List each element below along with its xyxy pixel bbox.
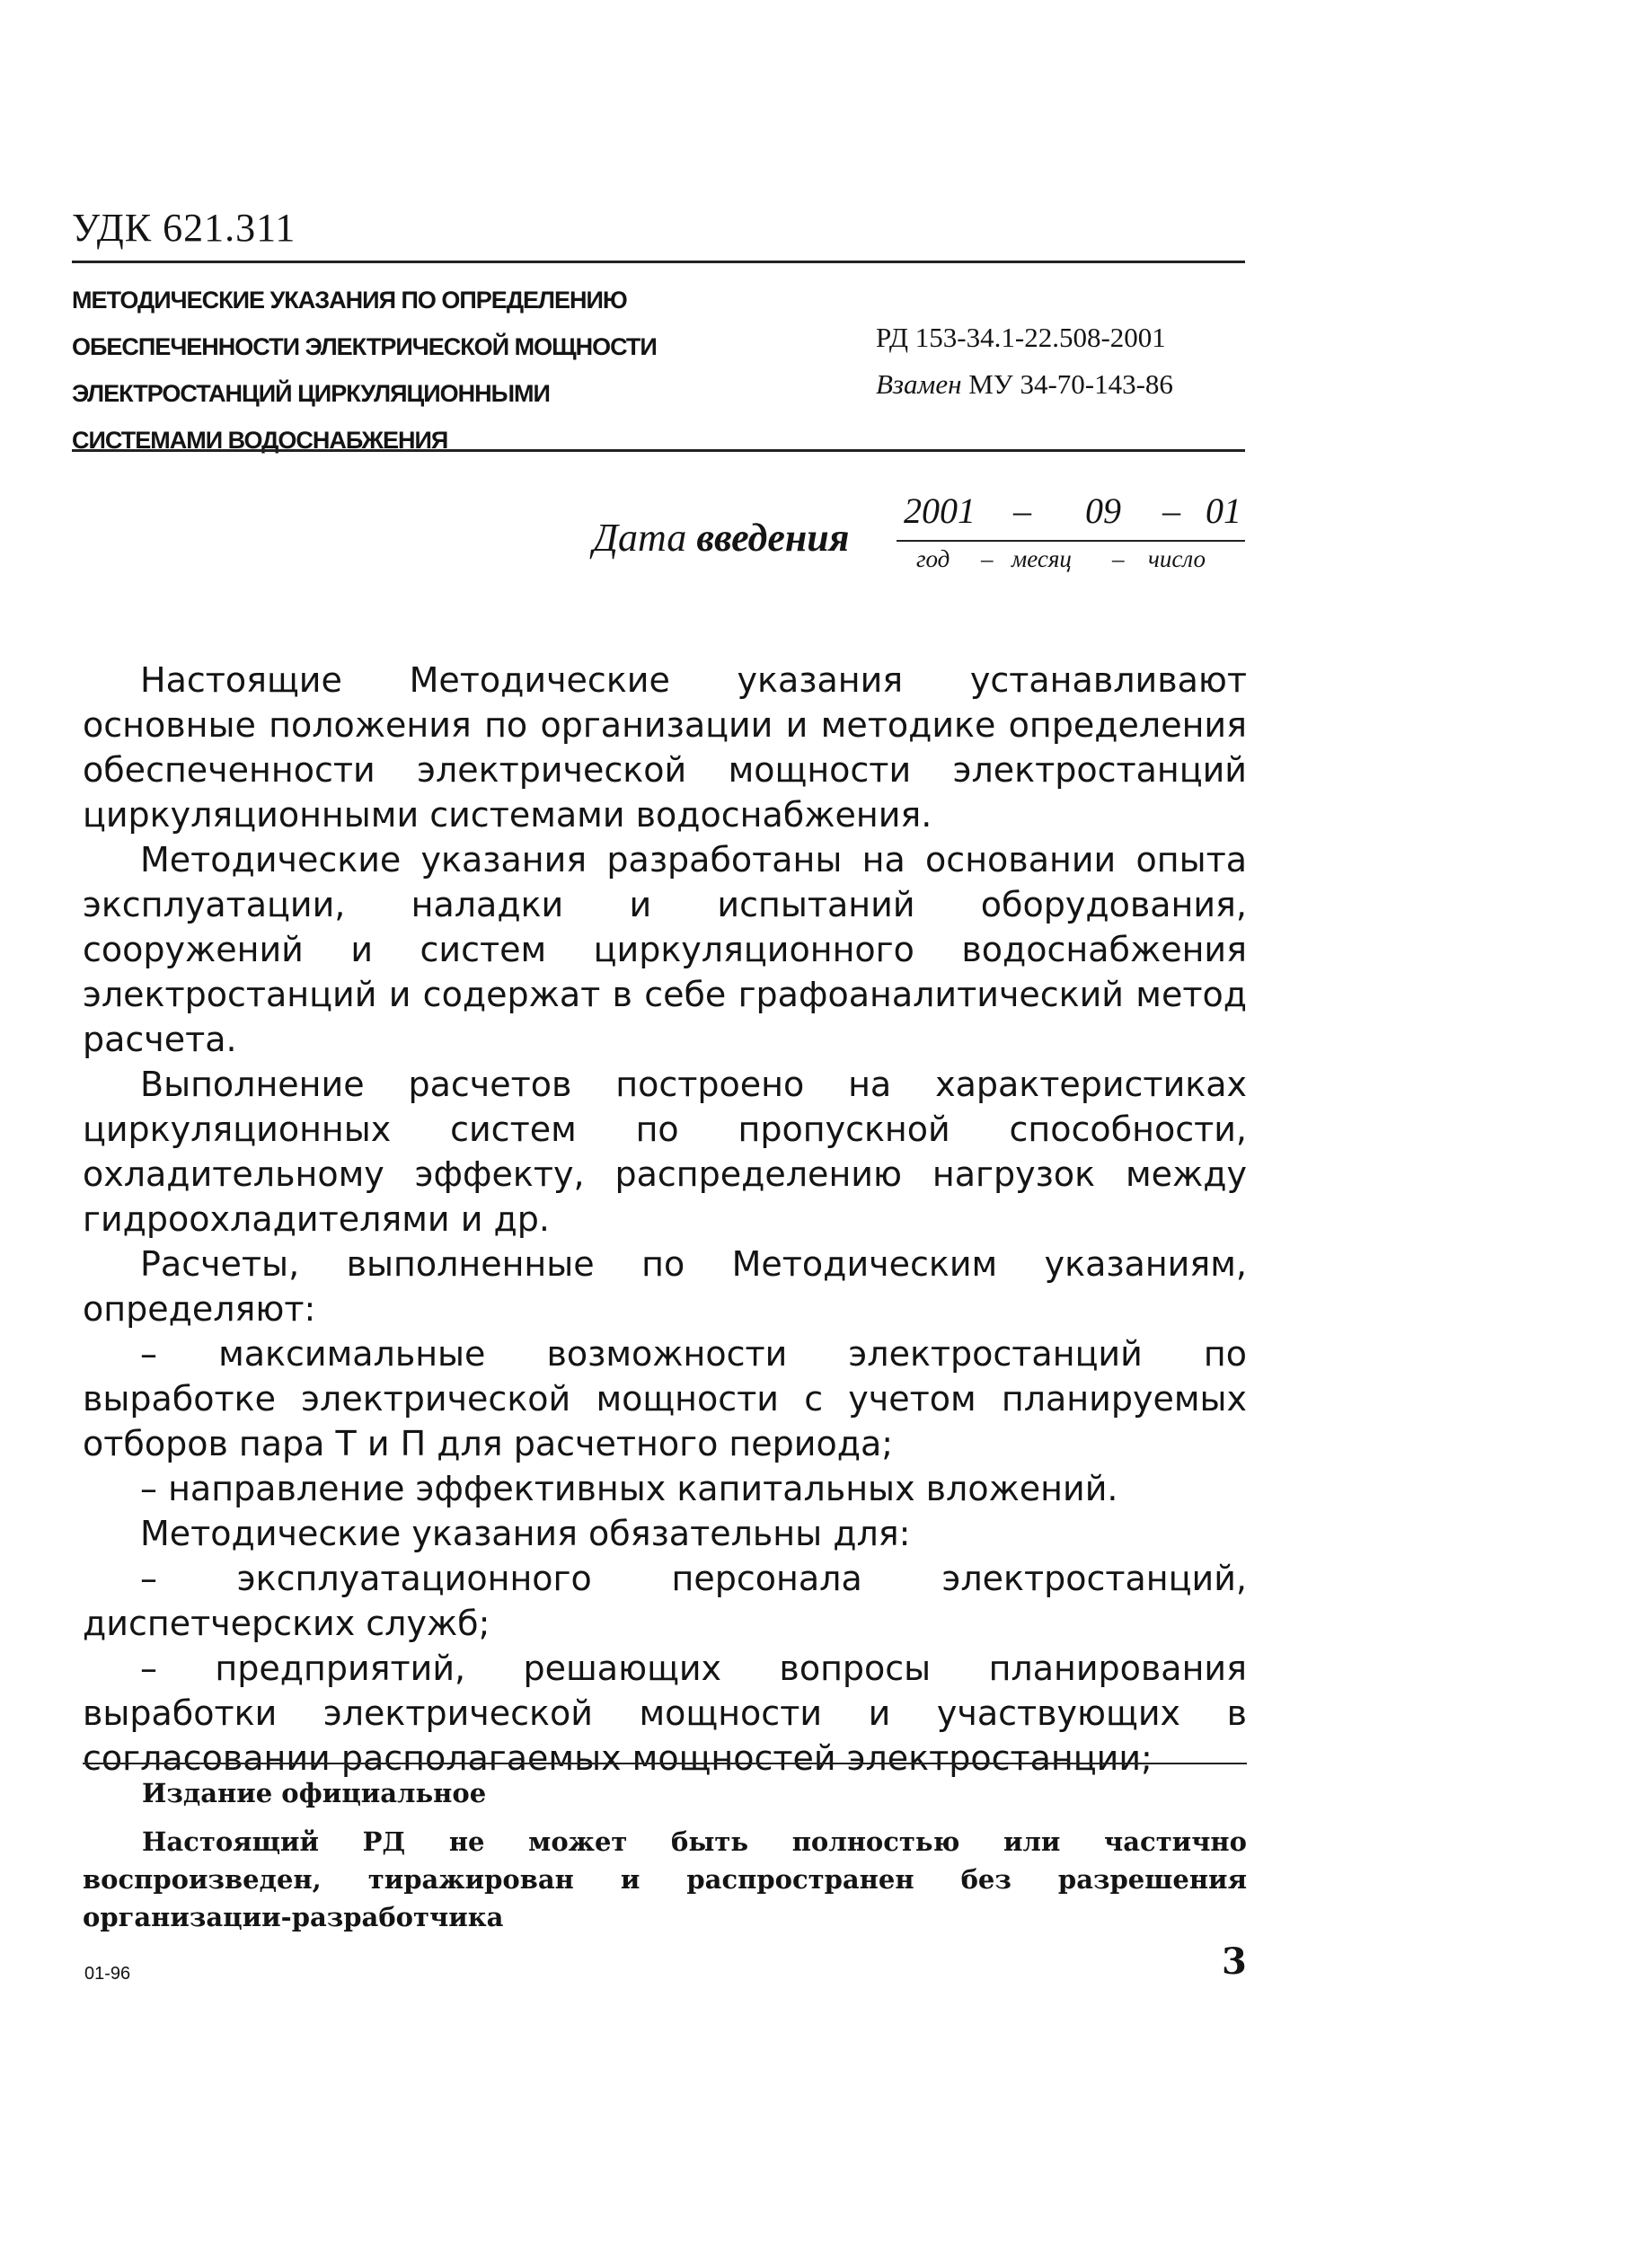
intro-year: 2001 — [904, 491, 976, 531]
title-line: МЕТОДИЧЕСКИЕ УКАЗАНИЯ ПО ОПРЕДЕЛЕНИЮ — [72, 287, 627, 314]
paragraph: Выполнение расчетов построено на характеристиках циркуляционных систем по пропускной способности, охладительному эффекту, распределению нагрузок между гидроохладителями и др. — [83, 1065, 1247, 1239]
paragraph: Методические указания разработаны на основании опыта эксплуатации, наладки и испытаний оборудования, сооружений и систем циркуляционного водоснабжения электростанций и содержат в себе графоаналитический метод расчета. — [83, 840, 1247, 1059]
replaces-label: Взамен — [876, 368, 962, 400]
intro-dash: – — [1162, 491, 1180, 531]
intro-month: 09 — [1085, 491, 1121, 531]
document-title — [72, 277, 755, 464]
list-item: – эксплуатационного персонала электростанций, диспетчерских служб; — [83, 1559, 1247, 1643]
footnote — [83, 1774, 1247, 1947]
title-line: СИСТЕМАМИ ВОДОСНАБЖЕНИЯ — [72, 427, 448, 454]
body-text — [83, 658, 1247, 1781]
intro-dash: – — [1013, 491, 1031, 531]
document-codes — [876, 314, 1173, 408]
intro-sub-dash: – — [1112, 545, 1125, 572]
footnote-rule — [83, 1763, 1247, 1764]
list-item: – направление эффективных капитальных вложений. — [140, 1469, 1118, 1508]
intro-sub-year: год — [916, 545, 950, 572]
header-rule-bottom — [72, 449, 1245, 452]
page-number: 3 — [1222, 1940, 1247, 1983]
replaces-line — [876, 361, 1173, 408]
list-item: – максимальные возможности электростанций по выработке электрической мощности с учетом планируемых отборов пара Т и П для расчетного периода; — [83, 1334, 1247, 1463]
intro-date-label-bold: введения — [696, 516, 850, 560]
replaces-code: МУ 34-70-143-86 — [968, 368, 1173, 400]
title-line: ЭЛЕКТРОСТАНЦИЙ ЦИРКУЛЯЦИОННЫМИ — [72, 380, 550, 407]
intro-date-fraction-line — [897, 540, 1245, 542]
edition-note: Издание официальное — [142, 1778, 487, 1808]
intro-sub-month: месяц — [1012, 545, 1072, 572]
page-code: 01-96 — [84, 1964, 131, 1984]
title-line: ОБЕСПЕЧЕННОСТИ ЭЛЕКТРИЧЕСКОЙ МОЩНОСТИ — [72, 333, 657, 360]
header-rule-top — [72, 261, 1245, 263]
intro-date-sub — [897, 545, 1245, 581]
udk-code: УДК 621.311 — [72, 206, 296, 250]
intro-date-values — [897, 490, 1245, 536]
list-item: – предприятий, решающих вопросы планирования выработки электрической мощности и участвующих в согласовании располагаемых мощностей электростанции; — [83, 1649, 1247, 1778]
doc-code: РД 153-34.1-22.508-2001 — [876, 322, 1166, 353]
intro-sub-day: число — [1148, 545, 1206, 572]
paragraph: Расчеты, выполненные по Методическим указаниям, определяют: — [83, 1244, 1247, 1329]
paragraph: Методические указания обязательны для: — [140, 1514, 911, 1553]
copyright-note: Настоящий РД не может быть полностью или частично воспроизведен, тиражирован и распространен без разрешения организации-разработчика — [83, 1826, 1247, 1932]
intro-day: 01 — [1206, 491, 1241, 531]
intro-date-label — [593, 515, 849, 561]
paragraph: Настоящие Методические указания устанавливают основные положения по организации и методике определения обеспеченности электрической мощности электростанций циркуляционными системами водоснабжения. — [83, 660, 1247, 835]
intro-date-label-prefix: Дата — [593, 516, 687, 560]
intro-date — [593, 490, 1245, 588]
intro-sub-dash: – — [981, 545, 994, 572]
